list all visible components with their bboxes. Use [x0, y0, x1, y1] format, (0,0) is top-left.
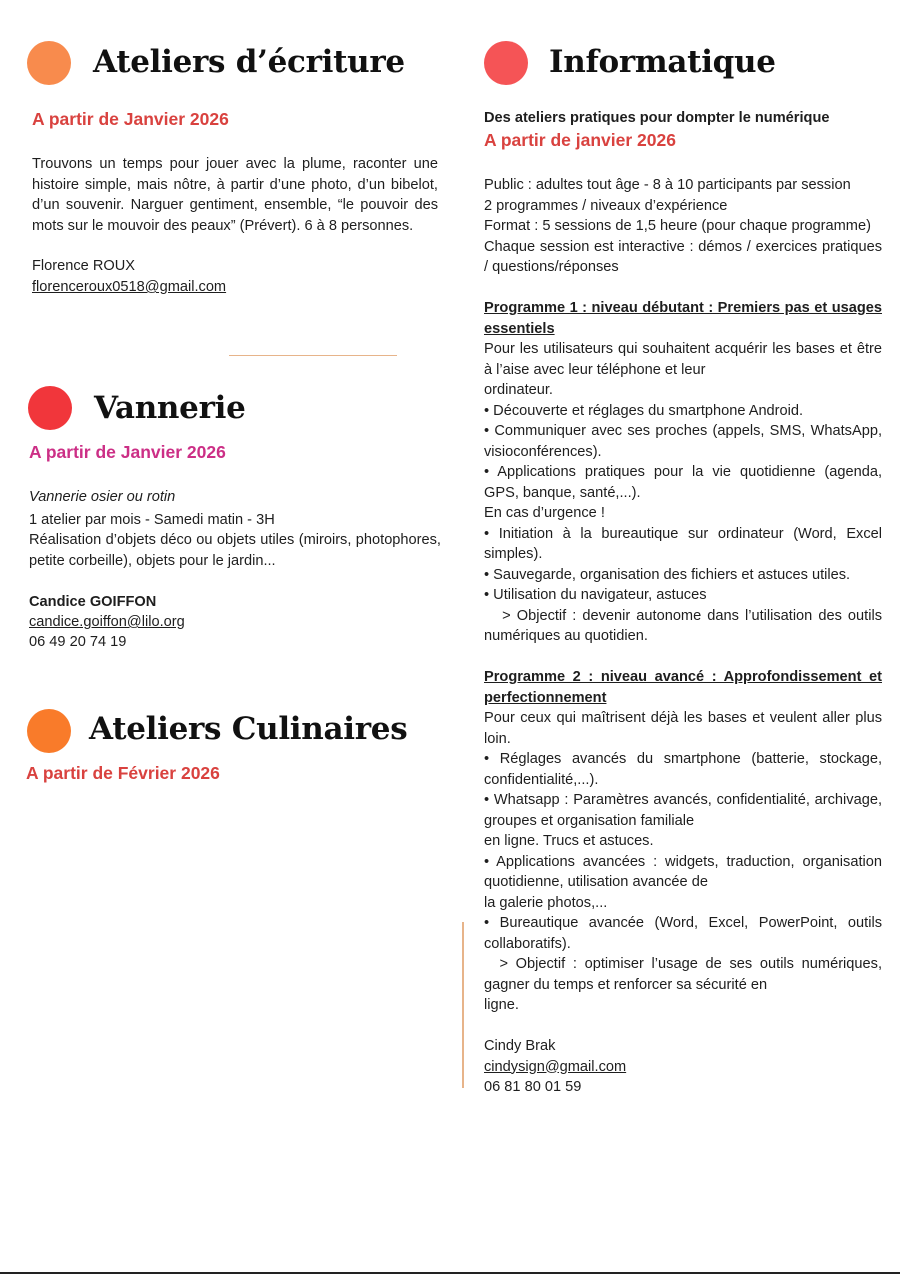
informatique-intro: Des ateliers pratiques pour dompter le numérique: [484, 110, 830, 126]
programme2-heading: Programme 2 : niveau avancé : Approfondissement et perfectionnement: [484, 669, 882, 706]
programme2-objective: ligne.: [484, 997, 519, 1013]
vannerie-description: Réalisation d’objets déco ou objets utiles (miroirs, photophores, petite corbeille), objets pour le jardin...: [29, 532, 441, 569]
vannerie-contact-phone: 06 49 20 74 19: [29, 634, 127, 650]
informatique-title: Informatique: [549, 44, 776, 80]
vannerie-contact-name: Candice GOIFFON: [29, 594, 157, 610]
details-line: Format : 5 sessions de 1,5 heure (pour chaque programme): [484, 218, 871, 234]
programme1-intro: ordinateur.: [484, 382, 553, 398]
vannerie-date: A partir de Janvier 2026: [29, 442, 226, 462]
vannerie-subtitle: Vannerie osier ou rotin: [29, 489, 176, 505]
informatique-date: A partir de janvier 2026: [484, 130, 676, 150]
ecriture-contact-email[interactable]: florenceroux0518@gmail.com: [32, 279, 227, 295]
programme2-intro: Pour ceux qui maîtrisent déjà les bases et veulent aller plus loin.: [484, 710, 882, 747]
culinaires-date: A partir de Février 2026: [26, 763, 220, 783]
details-line: Chaque session est interactive : démos / exercices pratiques / questions/réponses: [484, 238, 882, 275]
programme1-intro: Pour les utilisateurs qui souhaitent acquérir les bases et être à l’aise avec leur téléphone et leur: [484, 341, 882, 378]
programme1-note: En cas d’urgence !: [484, 505, 605, 521]
circle-bullet-icon: [27, 41, 71, 85]
list-item: • Réglages avancés du smartphone (batterie, stockage, confidentialité,...).: [484, 751, 882, 788]
circle-bullet-icon: [28, 386, 72, 430]
vannerie-title: Vannerie: [94, 390, 246, 426]
informatique-contact-phone: 06 81 80 01 59: [484, 1079, 582, 1095]
circle-bullet-icon: [27, 709, 71, 753]
list-item: en ligne. Trucs et astuces.: [484, 833, 654, 849]
culinaires-title: Ateliers Culinaires: [89, 711, 408, 747]
list-item: • Bureautique avancée (Word, Excel, PowerPoint, outils collaboratifs).: [484, 915, 882, 952]
list-item: • Applications avancées : widgets, traduction, organisation quotidienne, utilisation avancée de: [484, 853, 882, 890]
list-item: • Sauvegarde, organisation des fichiers et astuces utiles.: [484, 566, 851, 583]
ecriture-contact-name: Florence ROUX: [32, 258, 135, 274]
list-item: • Initiation à la bureautique sur ordinateur (Word, Excel simples).: [484, 525, 882, 562]
list-item: • Whatsapp : Paramètres avancés, confidentialité, archivage, groupes et organisation familiale: [484, 792, 882, 829]
programme1-heading: Programme 1 : niveau débutant : Premiers pas et usages essentiels: [484, 300, 882, 337]
details-line: 2 programmes / niveaux d’expérience: [484, 197, 728, 214]
list-item: la galerie photos,...: [484, 894, 608, 911]
informatique-contact-email[interactable]: cindysign@gmail.com: [484, 1058, 627, 1075]
ecriture-title: Ateliers d’écriture: [93, 44, 405, 80]
vannerie-contact-email[interactable]: candice.goiffon@lilo.org: [29, 614, 185, 630]
section-divider: [229, 355, 397, 356]
ecriture-date: A partir de Janvier 2026: [32, 109, 229, 129]
vannerie-schedule: 1 atelier par mois - Samedi matin - 3H: [29, 512, 275, 528]
column-divider: [462, 922, 464, 1088]
list-item: • Communiquer avec ses proches (appels, SMS, WhatsApp, visioconférences).: [484, 423, 882, 460]
programme2-objective: > Objectif : optimiser l’usage de ses outils numériques, gagner du temps et renforcer sa sécurité en: [484, 956, 887, 993]
details-line: Public : adultes tout âge - 8 à 10 participants par session: [484, 177, 851, 193]
programme1-objective: > Objectif : devenir autonome dans l’utilisation des outils numériques au quotidien.: [484, 607, 887, 644]
ecriture-description: Trouvons un temps pour jouer avec la plume, raconter une histoire simple, mais nôtre, à partir d’une photo, d’un bibelot, d’un souvenir. Narguer gentiment, ensemble, “le pouvoir des mots sur le mouvoir des peaux” (Prévert). 6 à 8 personnes.: [32, 156, 438, 234]
informatique-contact-name: Cindy Brak: [484, 1038, 556, 1054]
circle-bullet-icon: [484, 41, 528, 85]
list-item: • Utilisation du navigateur, astuces: [484, 587, 707, 603]
list-item: • Applications pratiques pour la vie quotidienne (agenda, GPS, banque, santé,...).: [484, 464, 882, 501]
informatique-body: [484, 175, 887, 1098]
list-item: • Découverte et réglages du smartphone Android.: [484, 402, 804, 419]
